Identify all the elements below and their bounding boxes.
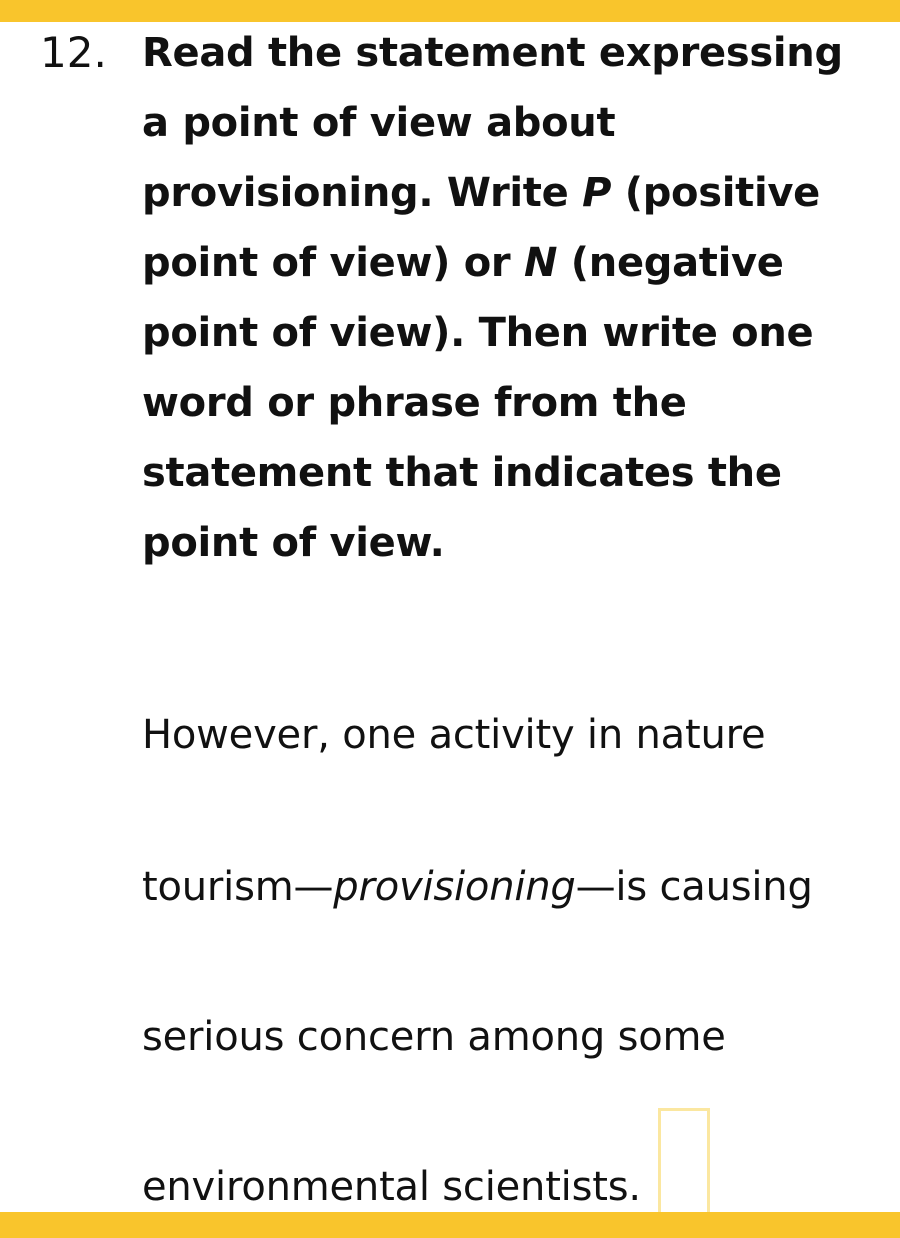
answer-input-box[interactable] — [658, 1108, 710, 1212]
bottom-accent-bar — [0, 1212, 900, 1238]
prompt-text-1: Read the statement expressing a point of view about provisioning. Write — [142, 30, 843, 216]
prompt-text-3: (negative point of view). Then write one word or phrase from the statement that indicates the point of view. — [142, 240, 814, 566]
provisioning-term: provisioning — [333, 864, 576, 910]
positive-label: P — [582, 170, 612, 216]
question-prompt — [142, 18, 882, 578]
passage-line-3: serious concern among some — [142, 1014, 726, 1060]
passage-line-2 — [142, 862, 813, 912]
prompt-text-2: (positive point of view) or — [142, 170, 820, 286]
negative-label: N — [523, 240, 558, 286]
question-number: 12. — [40, 28, 107, 77]
passage-text: tourism— — [142, 864, 334, 910]
passage-line-4: environmental scientists. — [142, 1164, 641, 1210]
passage-line-1: However, one activity in nature — [142, 712, 766, 758]
passage-text: —is causing — [575, 864, 813, 910]
